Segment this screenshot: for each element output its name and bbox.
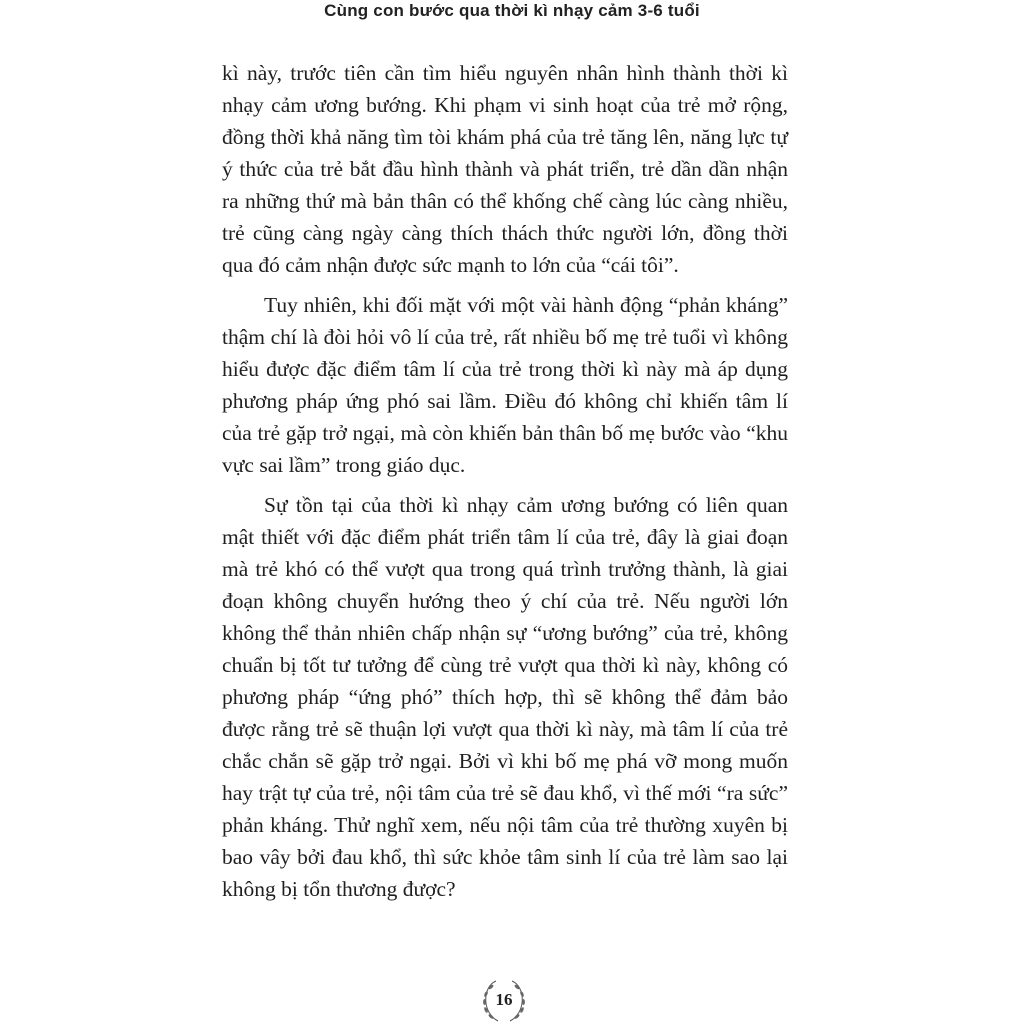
page-body <box>222 57 788 905</box>
page-number: 16 <box>495 990 513 1009</box>
page-folio <box>476 977 532 1025</box>
running-header: Cùng con bước qua thời kì nhạy cảm 3-6 tuổi <box>324 1 700 20</box>
paragraph-3: Sự tồn tại của thời kì nhạy cảm ương bướng có liên quan mật thiết với đặc điểm phát triển tâm lí của trẻ, đây là giai đoạn mà trẻ khó có thể vượt qua trong quá trình trưởng thành, là giai đoạn không chuyển hướng theo ý chí của trẻ. Nếu người lớn không thể thản nhiên chấp nhận sự “ương bướng” của trẻ, không chuẩn bị tốt tư tưởng để cùng trẻ vượt qua thời kì này, không có phương pháp “ứng phó” thích hợp, thì sẽ không thể đảm bảo được rằng trẻ sẽ thuận lợi vượt qua thời kì này, mà tâm lí của trẻ chắc chắn sẽ gặp trở ngại. Bởi vì khi bố mẹ phá vỡ mong muốn hay trật tự của trẻ, nội tâm của trẻ sẽ đau khổ, vì thế mới “ra sức” phản kháng. Thử nghĩ xem, nếu nội tâm của trẻ thường xuyên bị bao vây bởi đau khổ, thì sức khỏe tâm sinh lí của trẻ làm sao lại không bị tổn thương được? <box>222 493 788 901</box>
paragraph-1: kì này, trước tiên cần tìm hiểu nguyên nhân hình thành thời kì nhạy cảm ương bướng. Khi phạm vi sinh hoạt của trẻ mở rộng, đồng thời khả năng tìm tòi khám phá của trẻ tăng lên, năng lực tự ý thức của trẻ bắt đầu hình thành và phát triển, trẻ dần dần nhận ra những thứ mà bản thân có thể khống chế càng lúc càng nhiều, trẻ cũng càng ngày càng thích thách thức người lớn, đồng thời qua đó cảm nhận được sức mạnh to lớn của “cái tôi”. <box>222 61 788 277</box>
paragraph-2: Tuy nhiên, khi đối mặt với một vài hành động “phản kháng” thậm chí là đòi hỏi vô lí của trẻ, rất nhiều bố mẹ trẻ tuổi vì không hiểu được đặc điểm tâm lí của trẻ trong thời kì này mà áp dụng phương pháp ứng phó sai lầm. Điều đó không chỉ khiến tâm lí của trẻ gặp trở ngại, mà còn khiến bản thân bố mẹ bước vào “khu vực sai lầm” trong giáo dục. <box>222 293 788 477</box>
